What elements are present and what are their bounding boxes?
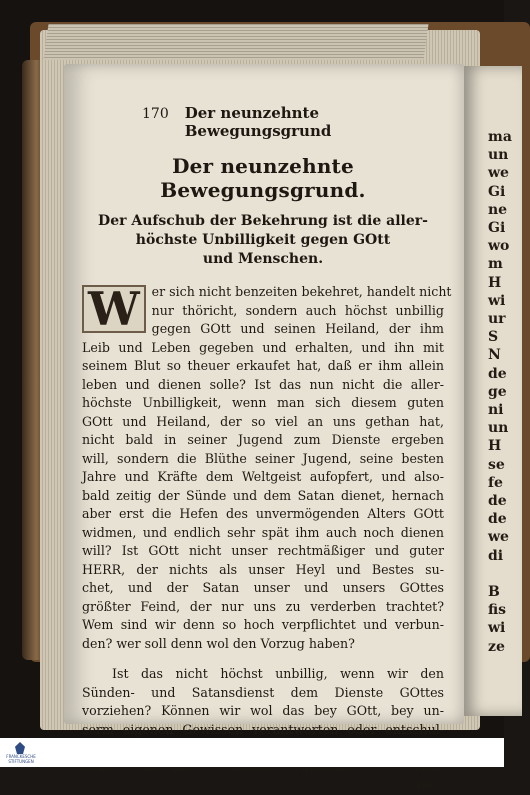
paragraph-2 (82, 665, 444, 795)
text-line: den? wer soll denn wol den Vorzug haben? (82, 635, 355, 651)
text-line: er sich nicht benzeiten bekehret, handelt nicht (151, 284, 452, 299)
text-line: Ist das nicht höchst unbillig, wenn wir den (112, 666, 444, 681)
subtitle-line: Der Aufschub der Bekehrung ist die aller- (98, 213, 428, 229)
text-line: höchste Unbilligkeit, wenn man sich diesem guten (82, 395, 444, 410)
text-line: gegen GOtt und seinen Heiland, der ihm (151, 321, 444, 336)
chapter-subtitle (82, 212, 444, 269)
running-head-title: Der neunzehnte Bewegungsgrund (184, 104, 332, 140)
text-line: widmen, und endlich sehr spät ihm auch noch dienen (82, 524, 444, 540)
institution-logo[interactable] (4, 742, 34, 764)
text-line: nur thöricht, sondern auch höchst unbillig (151, 302, 444, 318)
catchword: man (416, 777, 444, 792)
text-line: HERR, der nichts als unser Heyl und Bestes su- (82, 561, 444, 577)
text-line: chet, und der Satan unser und unsers GOttes (82, 580, 444, 595)
text-line: serm eigenen Gewissen verantworten oder entschul- (82, 721, 444, 737)
text-line: Jahre und Kräfte dem Weltgeist aufopfert, und also- (82, 469, 444, 484)
text-line: aber erst die Hefen des unvermögenden Alters GOtt (82, 506, 444, 521)
text-line: größter Feind, der nur uns zu verderben trachtet? (82, 598, 444, 614)
text-line: Sünden- und Satansdienst dem Dienste GOttes (82, 684, 444, 700)
subtitle-line: und Menschen. (202, 251, 324, 267)
text-line: Wem sind wir denn so hoch verpflichtet und verbun- (82, 617, 444, 632)
text-line: GOtt und Heiland, der so viel an uns gethan hat, (82, 413, 444, 429)
subtitle-line: höchste Unbilligkeit gegen GOtt (135, 232, 391, 248)
text-line: will, sondern die Blüthe seiner Jugend, seine besten (82, 450, 444, 466)
text-line: nicht bald in seiner Jugend zum Dienste ergeben (82, 432, 444, 447)
page-top-edge (43, 24, 428, 60)
text-line: leben und dienen solle? Ist das nun nicht die aller- (82, 376, 444, 392)
logo-text: FRANCKESCHE STIFTUNGEN (6, 754, 36, 764)
page-number: 170 (142, 106, 169, 122)
paragraph-1 (82, 282, 452, 653)
running-header (142, 104, 444, 140)
text-line: seinem Blut so theuer erkaufet hat, daß er ihm allein (82, 358, 444, 373)
chapter-title: Der neunzehnte Bewegungsgrund. (160, 154, 366, 202)
viewer-footer (0, 738, 504, 767)
foundation-building-icon (15, 742, 25, 754)
drop-cap: W (82, 285, 146, 333)
text-line: Leib und Leben gegeben und erhalten, und ihn mit (82, 339, 444, 355)
facing-page-text: ma un we Gi ne Gi wo m H wi ur S N de ge ni un H se fe de de we di B fis wi ze (488, 129, 512, 655)
text-line: bald zeitig der Sünde und dem Satan dienet, hernach (82, 487, 444, 503)
text-line: will? Ist GOtt nicht unser rechtmäßiger und guter (82, 543, 444, 558)
page-text-block (82, 104, 452, 795)
text-line: vorziehen? Können wir wol das bey GOtt, bey un- (82, 703, 444, 718)
